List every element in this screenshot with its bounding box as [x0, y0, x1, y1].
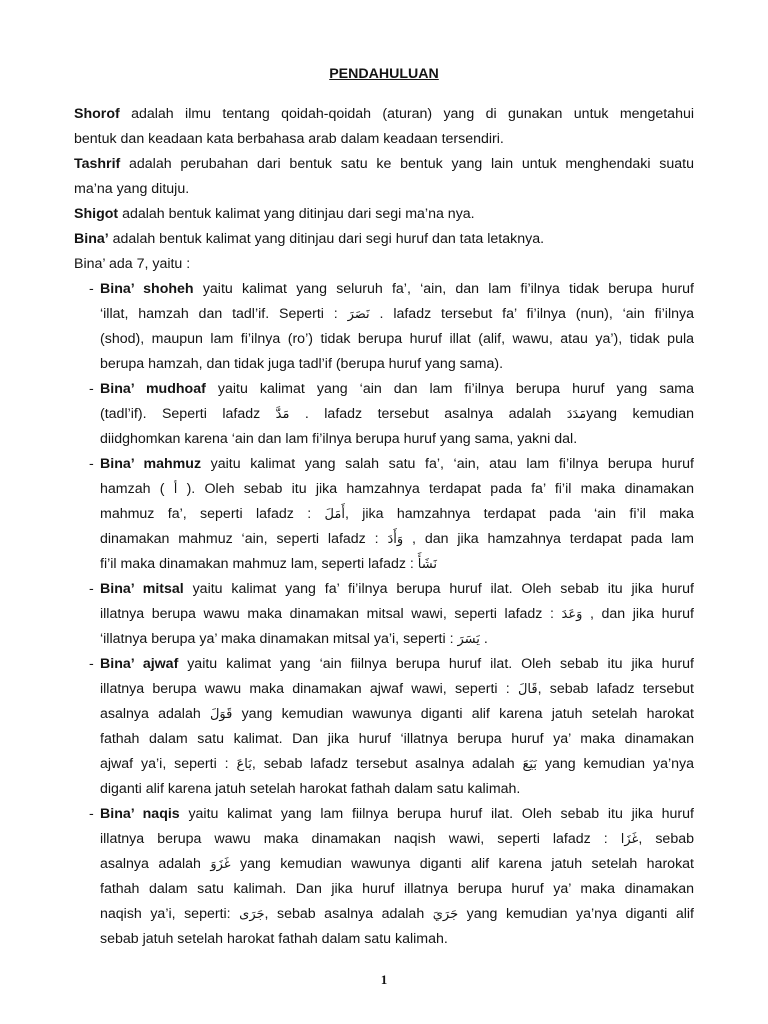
arabic-word: يَسَرَ	[457, 632, 480, 647]
ajwaf-line-2: illatnya berupa wawu maka dinamakan ajwaf wawi, seperti : قَالَ, sebab lafadz tersebut	[100, 681, 695, 697]
mahmuz-line-3: mahmuz fa’, seperti lafadz : أَمَلَ, jika hamzahnya terdapat pada ‘ain fi’il maka	[100, 506, 695, 522]
bullet-dash: -	[89, 656, 94, 672]
arabic-word: مَدَدَ	[566, 407, 587, 422]
arabic-word: وَأَدَ	[387, 532, 404, 547]
list-item-ajwaf: - Bina’ ajwaf yaitu kalimat yang ‘ain fiilnya berupa huruf ilat. Oleh sebab itu jika huruf	[74, 652, 694, 677]
list-item-mudhoaf: - Bina’ mudhoaf yaitu kalimat yang ‘ain dan lam fi’ilnya berupa huruf yang sama	[74, 377, 694, 402]
ajwaf-line-5: ajwaf ya’i, seperti : بَاعَ, sebab lafadz tersebut asalnya adalah بَيَعَ yang kemudian ya’nya	[100, 756, 694, 772]
arabic-word: بَاعَ	[236, 757, 252, 772]
ajwaf-line-6: diganti alif karena jatuh setelah harokat fathah dalam satu kalimah.	[100, 781, 521, 797]
list-item-naqis: - Bina’ naqis yaitu kalimat yang lam fiilnya berupa huruf ilat. Oleh sebab itu jika huruf	[74, 802, 694, 827]
term-bina-mudhoaf: Bina’ mudhoaf	[100, 381, 206, 397]
mitsal-line-3: ‘illatnya berupa ya’ maka dinamakan mitsal ya’i, seperti : يَسَرَ .	[100, 631, 488, 647]
list-item-mahmuz: - Bina’ mahmuz yaitu kalimat yang salah satu fa’, ‘ain, atau lam fi’ilnya berupa huruf	[74, 452, 694, 477]
arabic-word: غَزَا	[620, 832, 639, 847]
term-bina-mahmuz: Bina’ mahmuz	[100, 456, 202, 472]
term-shorof: Shorof	[74, 106, 120, 122]
page-number: 1	[380, 972, 388, 987]
naqis-line-5: naqish ya’i, seperti: جَرَى, sebab asalnya adalah جَرَيَ yang kemudian ya’nya diganti alif	[100, 906, 694, 922]
ajwaf-line-4: fathah dalam satu kalimat. Dan jika huruf ‘illatnya berupa huruf ya’ maka dinamakan	[100, 731, 694, 747]
bullet-dash: -	[89, 456, 94, 472]
arabic-word: جَرَى	[239, 907, 265, 922]
shoheh-line-3: (shod), maupun lam fi’ilnya (ro’) tidak berupa huruf illat (alif, wawu, atau ya’), tidak pula	[100, 331, 694, 347]
naqis-line-3: asalnya adalah غَزَوَ yang kemudian wawunya diganti alif karena jatuh setelah harokat	[100, 856, 694, 872]
arabic-word: قَوَلَ	[209, 707, 233, 722]
shorof-line-1: Shorof adalah ilmu tentang qoidah-qoidah (aturan) yang di gunakan untuk mengetahui	[74, 106, 694, 122]
list-item-mitsal: - Bina’ mitsal yaitu kalimat yang fa’ fi’ilnya berupa huruf ilat. Oleh sebab itu jika huruf	[74, 577, 694, 602]
arabic-word: نَشَأَ	[417, 557, 437, 572]
bina-line: Bina’ adalah bentuk kalimat yang ditinjau dari segi huruf dan tata letaknya.	[74, 231, 545, 247]
arabic-word: جَرَيَ	[432, 907, 459, 922]
arabic-word: بَيَعَ	[522, 757, 537, 772]
shoheh-line-2: ‘illat, hamzah dan tadl’if. Seperti : نَصَرَ . lafadz tersebut fa’ fi’ilnya (nun), ‘ain fi’ilnya	[100, 306, 694, 322]
term-bina-ajwaf: Bina’ ajwaf	[100, 656, 179, 672]
term-bina-naqis: Bina’ naqis	[100, 806, 180, 822]
mahmuz-line-2: hamzah ( أ ). Oleh sebab itu jika hamzahnya terdapat pada fa’ fi’il maka dinamakan	[100, 481, 694, 497]
naqis-line-4: fathah dalam satu kalimah. Dan jika huruf illatnya berupa huruf ya’ maka dinamakan	[100, 881, 694, 897]
shigot-line: Shigot adalah bentuk kalimat yang ditinjau dari segi ma’na nya.	[74, 206, 475, 222]
page-title: PENDAHULUAN	[329, 66, 439, 82]
term-bina: Bina’	[74, 231, 109, 247]
mahmuz-line-5: fi’il maka dinamakan mahmuz lam, seperti lafadz : نَشَأَ	[100, 556, 437, 572]
mudhoaf-line-3: diidghomkan karena ‘ain dan lam fi’ilnya berupa huruf yang sama, yakni dal.	[100, 431, 578, 447]
document-body	[74, 102, 694, 952]
arabic-word: أَمَلَ	[324, 507, 345, 522]
bullet-dash: -	[89, 581, 94, 597]
shorof-line-2: bentuk dan keadaan kata berbahasa arab dalam keadaan tersendiri.	[74, 131, 504, 147]
term-bina-mitsal: Bina’ mitsal	[100, 581, 184, 597]
mahmuz-line-4: dinamakan mahmuz ‘ain, seperti lafadz : وَأَدَ , dan jika hamzahnya terdapat pada lam	[100, 531, 695, 547]
tashrif-line-1: Tashrif adalah perubahan dari bentuk satu ke bentuk yang lain untuk menghendaki suatu	[74, 156, 694, 172]
ajwaf-line-3: asalnya adalah قَوَلَ yang kemudian wawunya diganti alif karena jatuh setelah harokat	[100, 706, 694, 722]
arabic-word: وَعَدَ	[561, 607, 583, 622]
arabic-word: غَزَوَ	[210, 857, 231, 872]
naqis-line-6: sebab jatuh setelah harokat fathah dalam satu kalimah.	[100, 931, 448, 947]
bullet-dash: -	[89, 806, 94, 822]
mitsal-line-2: illatnya berupa wawu maka dinamakan mitsal wawi, seperti lafadz : وَعَدَ , dan jika huruf	[100, 606, 694, 622]
list-item-shoheh: - Bina’ shoheh yaitu kalimat yang seluruh fa’, ‘ain, dan lam fi’ilnya tidak berupa huruf	[74, 277, 694, 302]
arabic-word: نَصَرَ	[347, 307, 370, 322]
mudhoaf-line-2: (tadl’if). Seperti lafadz مَدَّ . lafadz tersebut asalnya adalah مَدَدَyang kemudian	[100, 406, 694, 422]
term-shigot: Shigot	[74, 206, 119, 222]
bullet-dash: -	[89, 381, 94, 397]
shoheh-line-4: berupa hamzah, dan tidak juga tadl’if (berupa huruf yang sama).	[100, 356, 504, 372]
arabic-word: مَدَّ	[275, 407, 290, 422]
term-tashrif: Tashrif	[74, 156, 121, 172]
term-bina-shoheh: Bina’ shoheh	[100, 281, 194, 297]
bullet-dash: -	[89, 281, 94, 297]
bina-count-line: Bina’ ada 7, yaitu :	[74, 256, 191, 272]
tashrif-line-2: ma’na yang dituju.	[74, 181, 190, 197]
arabic-word: قَالَ	[517, 682, 538, 697]
arabic-letter: أ	[173, 482, 178, 497]
naqis-line-2: illatnya berupa wawu maka dinamakan naqish wawi, seperti lafadz : غَزَا, sebab	[100, 831, 694, 847]
